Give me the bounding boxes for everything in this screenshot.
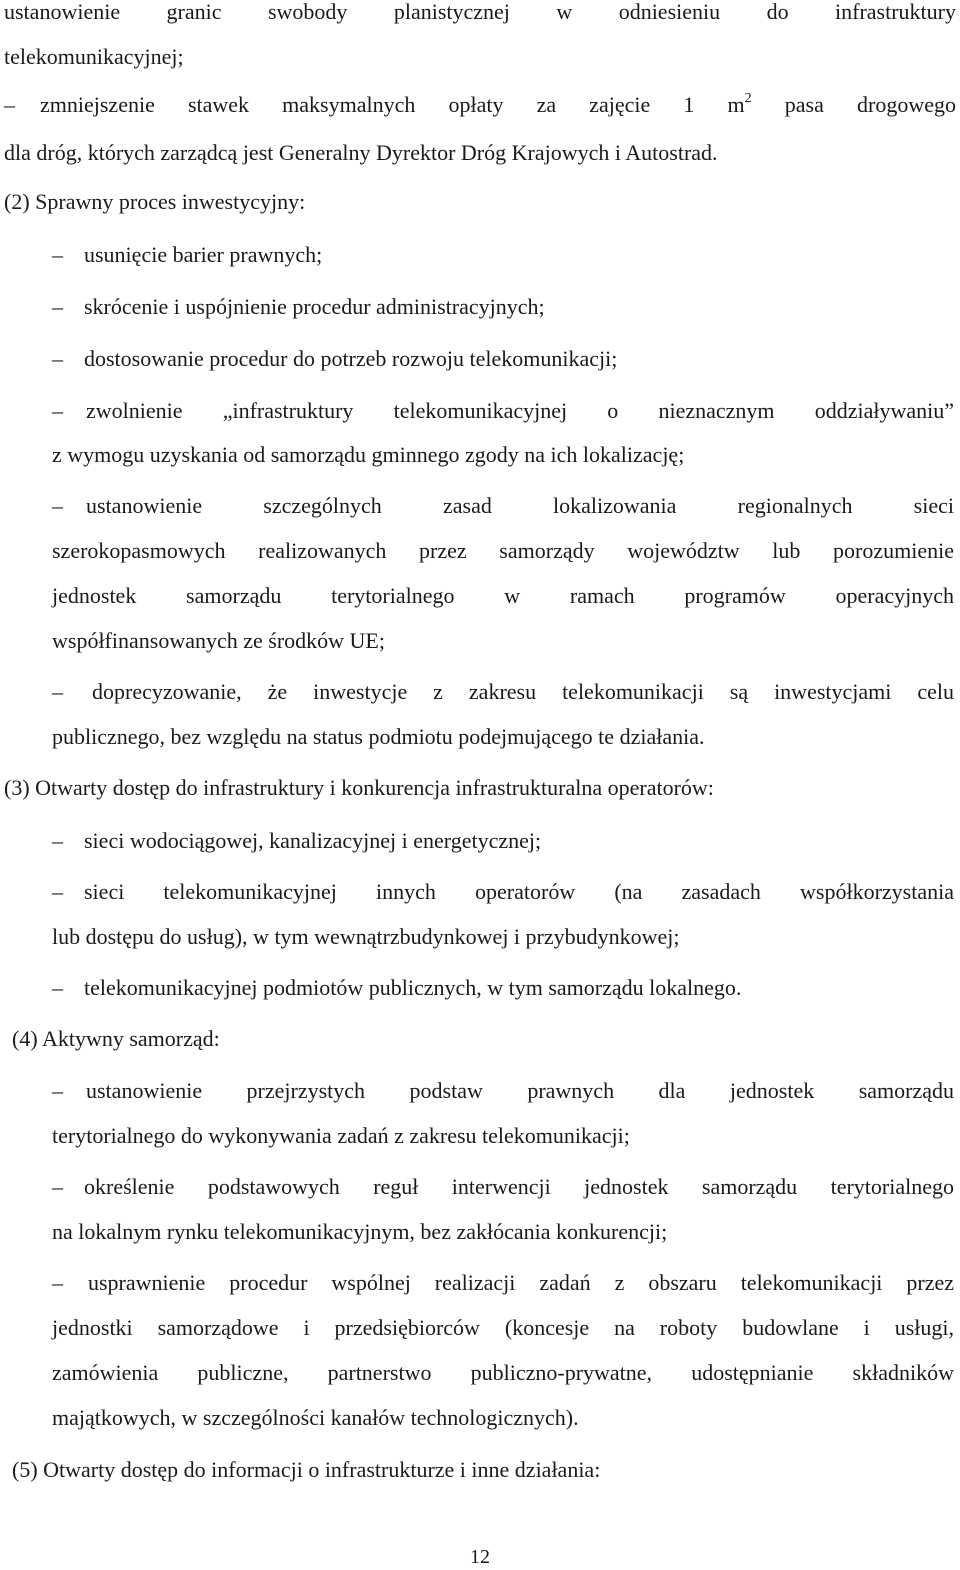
section-heading-5: (5) Otwarty dostęp do informacji o infrastrukturze i inne działania: (12, 1457, 601, 1482)
list-item-continuation: publicznego, bez względu na status podmiotu podejmującego te działania. (52, 724, 705, 749)
text-line: ustanowienie granic swobody planistycznej w odniesieniu do infrastruktury (4, 0, 956, 24)
bullet-dash: – (52, 975, 63, 1000)
bullet-dash: – (52, 828, 63, 853)
list-item: telekomunikacyjnej podmiotów publicznych, w tym samorządu lokalnego. (84, 975, 742, 1000)
bullet-dash: – (52, 679, 63, 704)
bullet-dash: – (52, 1270, 63, 1295)
text-line: zmniejszenie stawek maksymalnych opłaty za zajęcie 1 $m^2$ pasa drogowego (40, 90, 956, 117)
section-heading-4: (4) Aktywny samorząd: (12, 1026, 220, 1051)
list-item-continuation: majątkowych, w szczególności kanałów technologicznych). (52, 1405, 579, 1430)
bullet-dash: – (52, 1078, 63, 1103)
list-item: skrócenie i uspójnienie procedur administracyjnych; (84, 294, 545, 319)
list-item: dostosowanie procedur do potrzeb rozwoju telekomunikacji; (84, 346, 618, 371)
bullet-dash: – (52, 493, 63, 518)
bullet-dash: – (4, 92, 15, 117)
list-item-continuation: jednostek samorządu terytorialnego w ramach programów operacyjnych (52, 583, 954, 608)
bullet-dash: – (52, 294, 63, 319)
list-item-continuation: zamówienia publiczne, partnerstwo publiczno-prywatne, udostępnianie składników (52, 1360, 954, 1385)
list-item-continuation: z wymogu uzyskania od samorządu gminnego zgody na ich lokalizację; (52, 442, 685, 467)
list-item-continuation: lub dostępu do usług), w tym wewnątrzbudynkowej i przybudynkowej; (52, 924, 680, 949)
list-item: ustanowienie przejrzystych podstaw prawnych dla jednostek samorządu (86, 1078, 954, 1103)
list-item: usprawnienie procedur wspólnej realizacji zadań z obszaru telekomunikacji przez (88, 1270, 954, 1295)
list-item: ustanowienie szczególnych zasad lokalizowania regionalnych sieci (86, 493, 954, 518)
bullet-dash: – (52, 346, 63, 371)
text-line: telekomunikacyjnej; (4, 44, 184, 69)
bullet-dash: – (52, 242, 63, 267)
list-item: określenie podstawowych reguł interwencji jednostek samorządu terytorialnego (84, 1174, 954, 1199)
page-number: 12 (470, 1546, 490, 1568)
list-item-continuation: terytorialnego do wykonywania zadań z zakresu telekomunikacji; (52, 1123, 630, 1148)
text-line: dla dróg, których zarządcą jest Generalny Dyrektor Dróg Krajowych i Autostrad. (4, 140, 718, 165)
list-item: sieci telekomunikacyjnej innych operatorów (na zasadach współkorzystania (84, 879, 954, 904)
list-item: doprecyzowanie, że inwestycje z zakresu telekomunikacji są inwestycjami celu (92, 679, 954, 704)
list-item-continuation: współfinansowanych ze środków UE; (52, 628, 385, 653)
list-item: sieci wodociągowej, kanalizacyjnej i energetycznej; (84, 828, 542, 853)
list-item-continuation: jednostki samorządowe i przedsiębiorców (koncesje na roboty budowlane i usługi, (52, 1315, 954, 1340)
list-item: zwolnienie „infrastruktury telekomunikacyjnej o nieznacznym oddziaływaniu” (86, 398, 954, 423)
list-item: usunięcie barier prawnych; (84, 242, 323, 267)
bullet-dash: – (52, 879, 63, 904)
section-heading-2: (2) Sprawny proces inwestycyjny: (4, 189, 306, 214)
section-heading-3: (3) Otwarty dostęp do infrastruktury i konkurencja infrastrukturalna operatorów: (4, 775, 714, 800)
superscript: 2 (744, 90, 752, 106)
list-item-continuation: szerokopasmowych realizowanych przez samorządy województw lub porozumienie (52, 538, 954, 563)
bullet-dash: – (52, 1174, 63, 1199)
bullet-dash: – (52, 398, 63, 423)
list-item-continuation: na lokalnym rynku telekomunikacyjnym, bez zakłócania konkurencji; (52, 1219, 668, 1244)
